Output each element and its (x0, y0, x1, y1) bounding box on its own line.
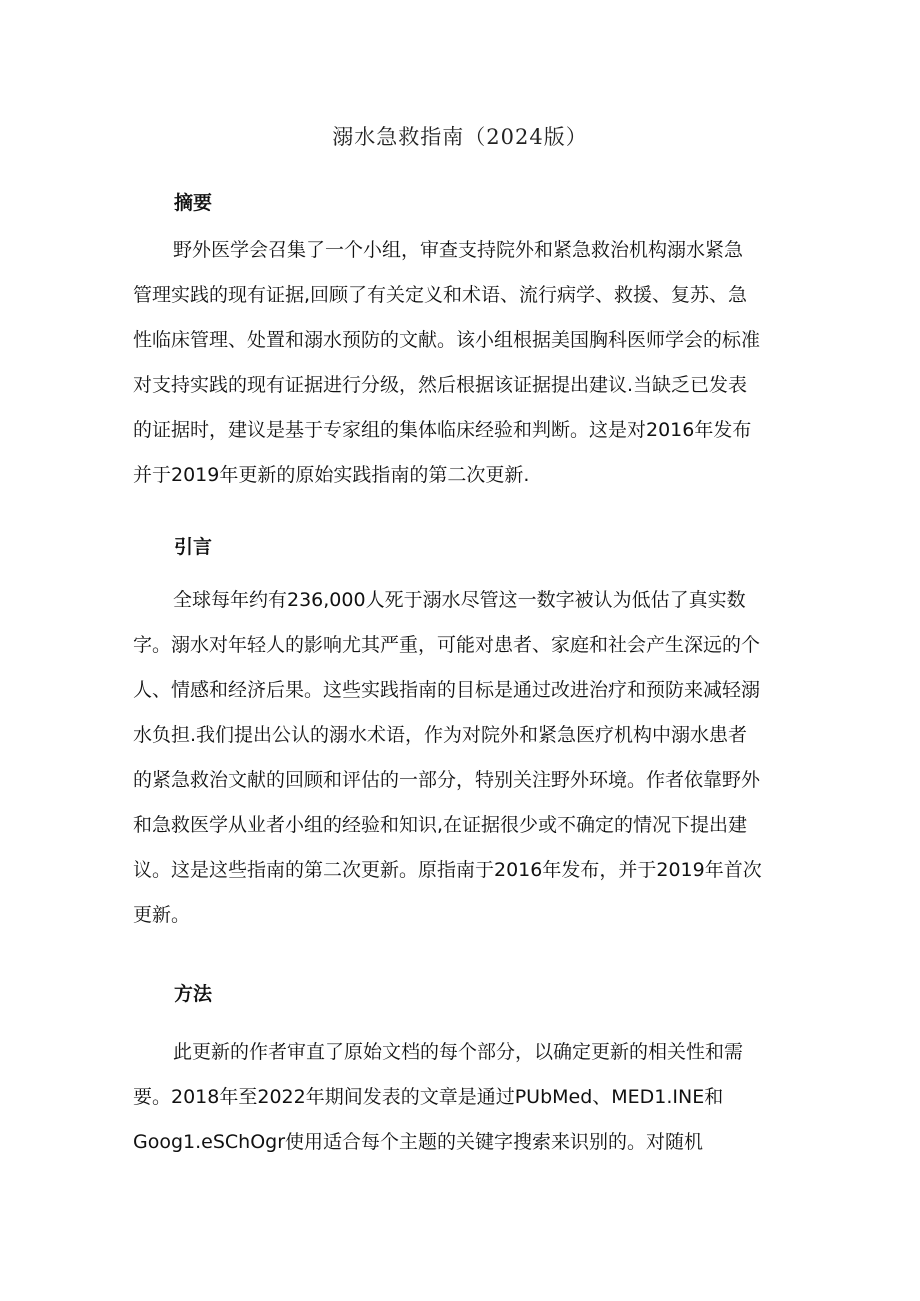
paragraph-line: 对支持实践的现有证据进行分级，然后根据该证据提出建议.当缺乏已发表 (133, 374, 748, 396)
paragraph-line: 并于2019年更新的原始实践指南的第二次更新. (133, 464, 530, 486)
section-heading-abstract: 摘要 (174, 192, 213, 214)
paragraph-line: 管理实践的现有证据,回顾了有关定义和术语、流行病学、救援、复苏、急 (133, 284, 748, 306)
paragraph-line: 要。2018年至2022年期间发表的文章是通过PUbMed、MED1.INE和 (133, 1086, 724, 1108)
paragraph-line: 字。溺水对年轻人的影响尤其严重，可能对患者、家庭和社会产生深远的个 (133, 634, 761, 656)
paragraph-line: 性临床管理、处置和溺水预防的文献。该小组根据美国胸科医师学会的标准 (133, 329, 761, 351)
paragraph-line: 全球每年约有236,000人死于溺水尽管这一数字被认为低估了真实数 (173, 589, 746, 611)
section-heading-methods: 方法 (174, 983, 213, 1005)
paragraph-line: 和急救医学从业者小组的经验和知识,在证据很少或不确定的情况下提出建 (133, 814, 748, 836)
paragraph-line: 野外医学会召集了一个小组，审查支持院外和紧急救治机构溺水紧急 (173, 239, 744, 261)
section-body-abstract (133, 228, 793, 498)
section-heading-introduction: 引言 (174, 536, 213, 558)
paragraph-line: 人、情感和经济后果。这些实践指南的目标是通过改进治疗和预防来减轻溺 (133, 679, 761, 701)
paragraph-line: 更新。 (133, 904, 191, 926)
paragraph-line: 水负担.我们提出公认的溺水术语，作为对院外和紧急医疗机构中溺水患者 (133, 724, 748, 746)
section-body-methods (133, 1030, 793, 1165)
paragraph-line: 此更新的作者审直了原始文档的每个部分，以确定更新的相关性和需 (173, 1041, 744, 1063)
section-body-introduction (133, 578, 793, 938)
paragraph-line: Goog1.eSChOgr使用适合每个主题的关键字搜索来识别的。对随机 (133, 1131, 704, 1153)
paragraph-line: 的紧急救治文献的回顾和评估的一部分，特别关注野外环境。作者依靠野外 (133, 769, 761, 791)
paragraph-line: 的证据时，建议是基于专家组的集体临床经验和判断。这是对2016年发布 (133, 419, 752, 441)
paragraph-line: 议。这是这些指南的第二次更新。原指南于2016年发布，并于2019年首次 (133, 859, 762, 881)
document-title: 溺水急救指南（2024版） (332, 125, 588, 149)
